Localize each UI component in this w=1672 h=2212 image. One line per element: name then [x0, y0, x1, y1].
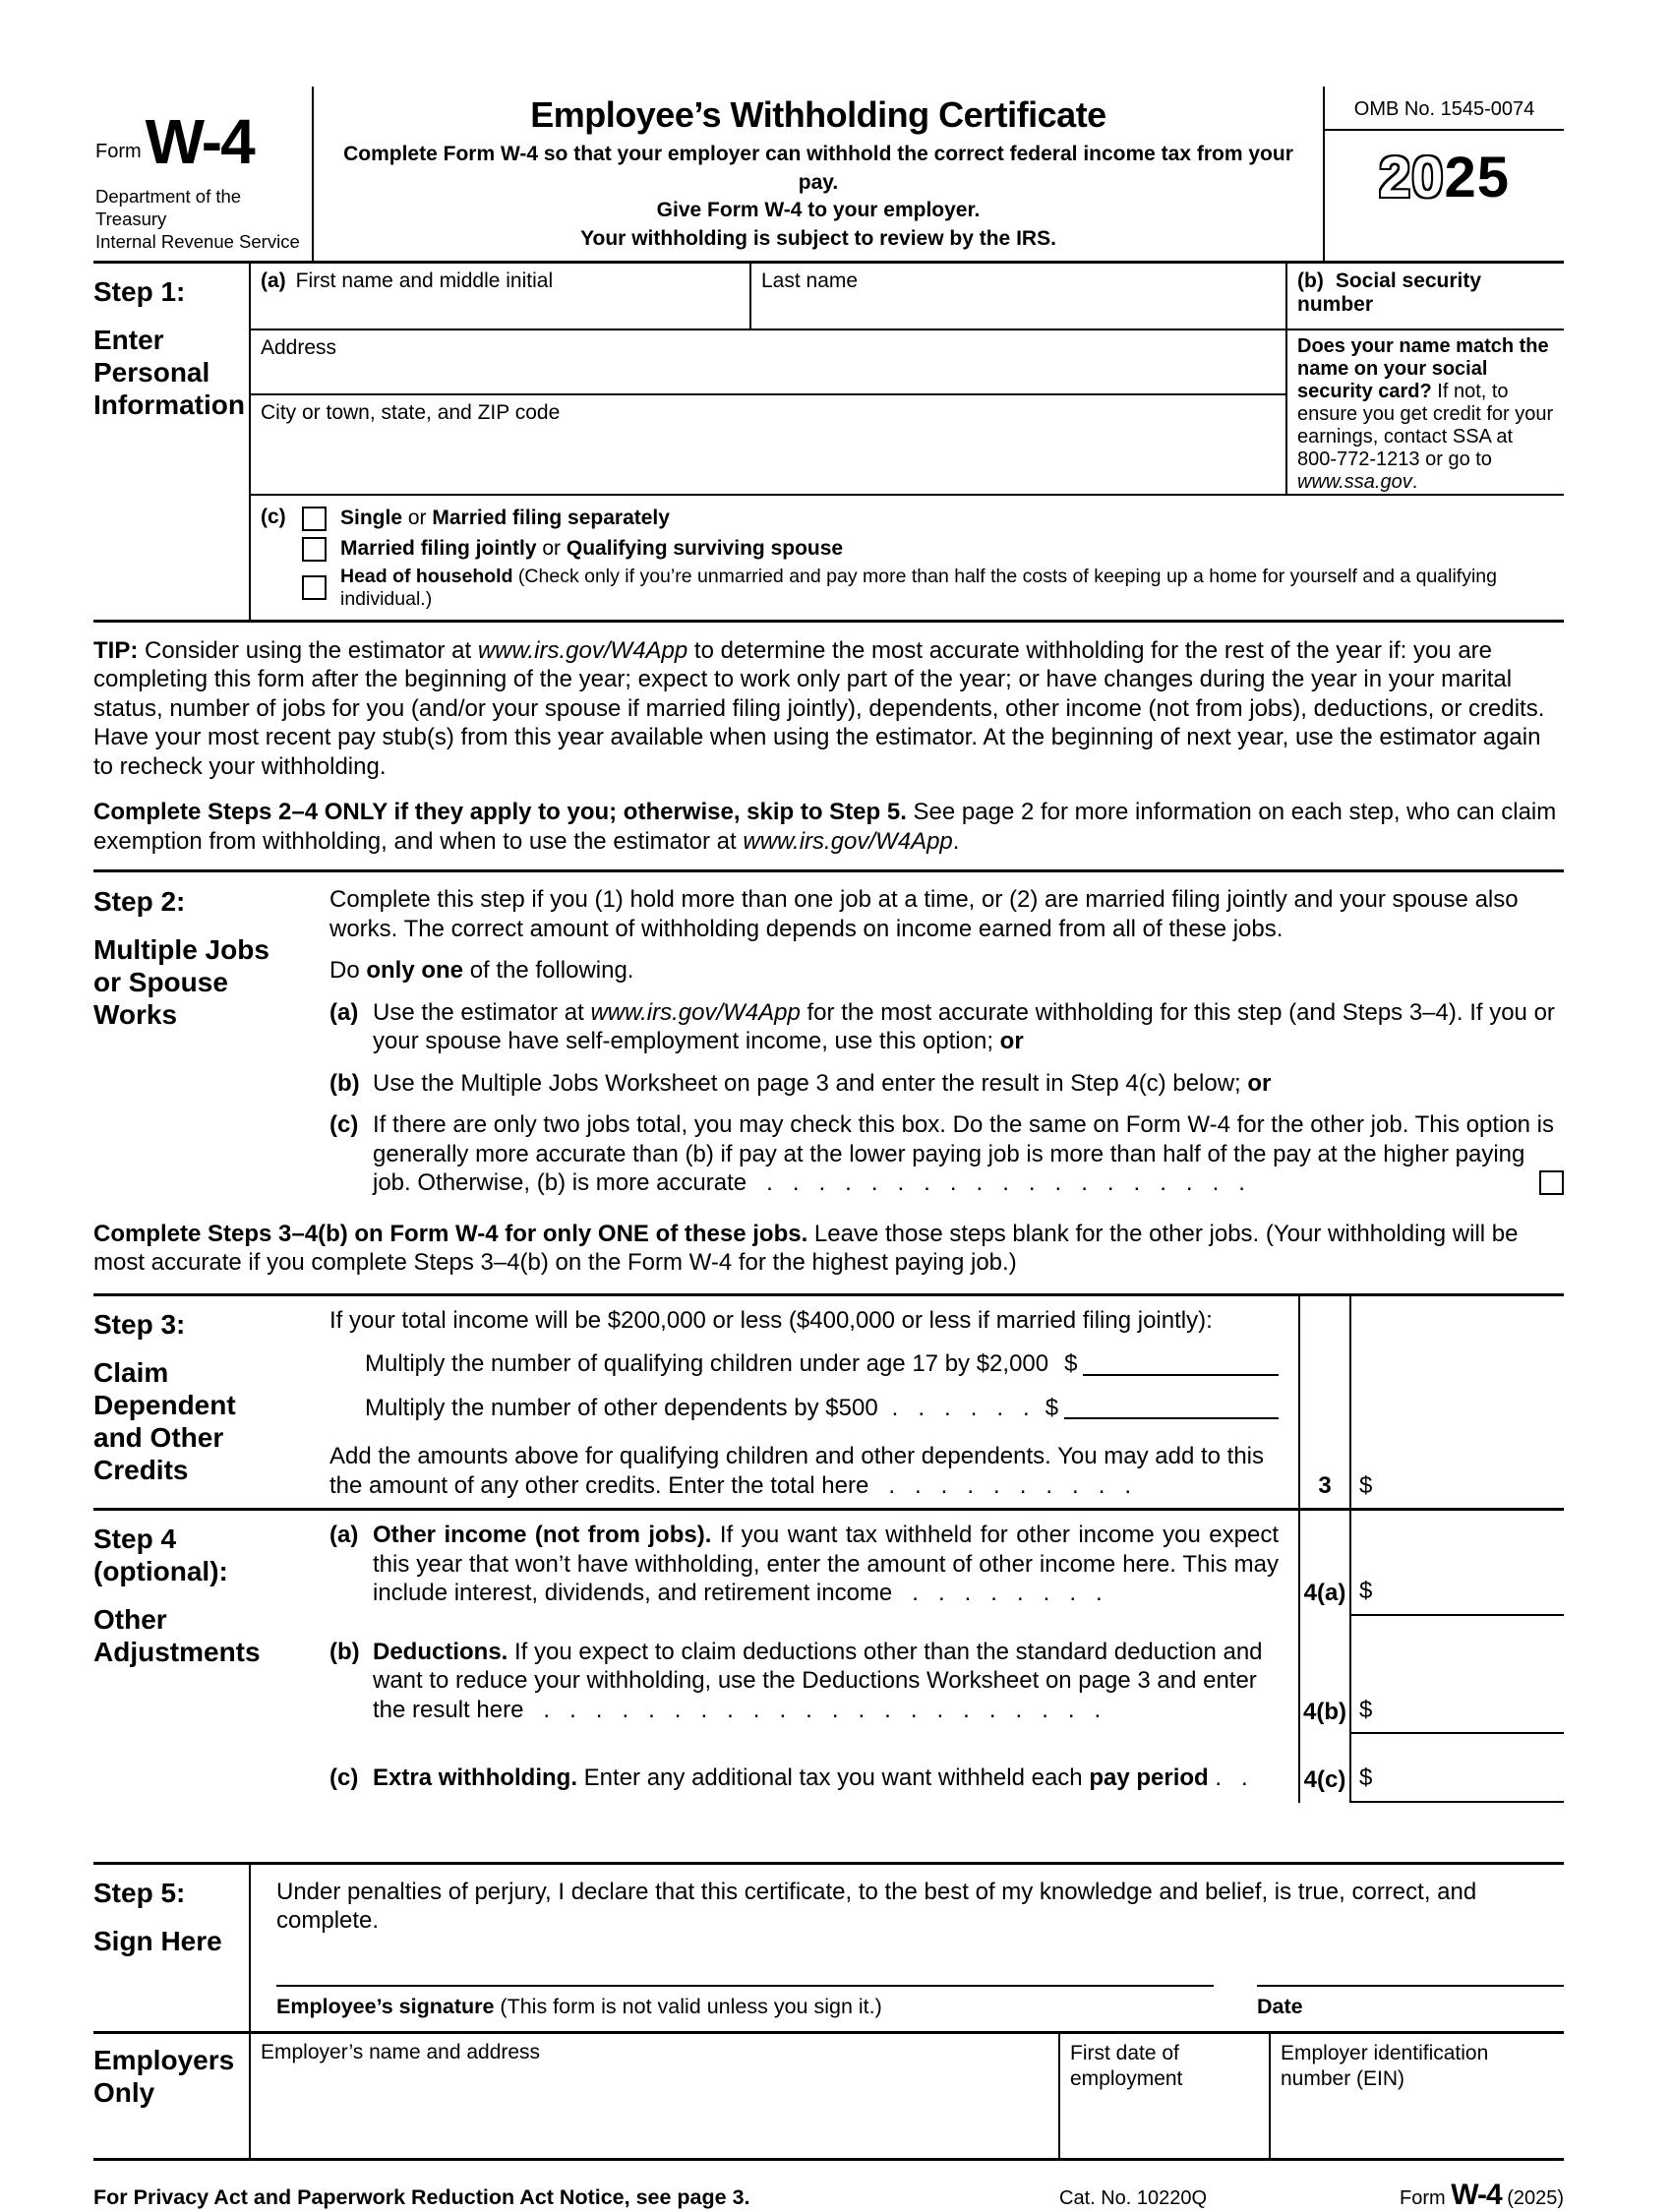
estimator-url: www.irs.gov/W4App: [590, 998, 801, 1026]
dollar-sign: $: [1045, 1394, 1059, 1421]
step4-title: Other Adjustments: [93, 1604, 261, 1668]
step2-option-c: (c) If there are only two jobs total, you may check this box. Do the same on Form W-4 for the other job. This option is generally more accurate than (b) if pay at the lower paying job is more than half of the pay at the higher paying job. Otherwise, (b) is more accurate . . . . . . . . . . . . . . . . . . .: [329, 1110, 1564, 1198]
first-name-field[interactable]: [251, 264, 749, 329]
filing-status-row: [251, 494, 1564, 620]
step2-number: Step 2:: [93, 886, 186, 918]
step4b-row: (b) Deductions. If you expect to claim deductions other than the standard deduction and want to reduce your withholding, use the Deductions Worksheet on page 3 and enter the result here . . . . . . . . . . . . . . . . . . . . . . 4(b) $: [329, 1616, 1564, 1735]
tip-label: TIP:: [93, 636, 139, 664]
dot-leader: . . . . . . . .: [892, 1580, 1103, 1607]
form-header: [93, 87, 1564, 264]
step3-number: Step 3:: [93, 1308, 186, 1340]
step1-section: [93, 264, 1564, 623]
dollar-sign: $: [1359, 1578, 1373, 1605]
step2-do-only-one: Do only one of the following.: [329, 957, 634, 985]
footer-form-year: (2025): [1507, 2187, 1564, 2210]
form-word: Form: [95, 140, 142, 162]
step2-option-b: (b) Use the Multiple Jobs Worksheet on page 3 and enter the result in Step 4(c) below; or: [329, 1069, 1272, 1097]
step2-label: [93, 872, 329, 1204]
step3-label: [93, 1296, 329, 1509]
dollar-sign: $: [1359, 1472, 1373, 1500]
city-state-zip-label: City or town, state, and ZIP code: [261, 400, 561, 424]
step4c-amount-field[interactable]: [1351, 1734, 1564, 1803]
steps-2-4-note: Complete Steps 2–4 ONLY if they apply to you; otherwise, skip to Step 5. See page 2 for more information on each step, who can claim exemption from withholding, and when to use the estimator at www.irs.gov/W4App.: [93, 799, 1557, 855]
first-name-label: First name and middle initial: [295, 269, 554, 292]
filing-option-married-jointly: [302, 535, 1564, 564]
step3-amount-field[interactable]: [1351, 1296, 1564, 1509]
head-of-household-checkbox[interactable]: [302, 575, 327, 600]
employers-only-label: [93, 2034, 249, 2158]
ssa-note-text: If not, to ensure you get credit for your earnings, contact SSA at 800-772-1213 or go to: [1297, 380, 1554, 470]
page-title: Employee’s Withholding Certificate: [530, 94, 1106, 135]
step4b-text: Deductions. If you expect to claim deductions other than the standard deduction and want to reduce your withholding, use the Deductions Worksheet on page 3 and enter the result here . . . . . . . . . . . . . . . . . . . . . .: [373, 1638, 1263, 1723]
department-line2: Internal Revenue Service: [95, 230, 300, 252]
footer-form-number: W-4: [1451, 2179, 1502, 2212]
form-year-outline: 20: [1378, 146, 1445, 209]
ssa-note-bold: Does your name match the name on your social security card?: [1297, 334, 1549, 402]
ssa-note-end: .: [1411, 470, 1418, 493]
form-title-block: [312, 87, 1325, 261]
step4-number: Step 4: [93, 1524, 177, 1555]
step1-number: Step 1:: [93, 275, 186, 307]
step5-title: Sign Here: [93, 1925, 222, 1956]
step3-title: Claim Dependent and Other Credits: [93, 1356, 236, 1485]
steps-3-4b-note: Complete Steps 3–4(b) on Form W-4 for only ONE of these jobs. Leave those steps blank for the other jobs. (Your withholding will be most accurate if you complete Steps 3–4(b) on the Form W-4 for the highest paying job.): [93, 1220, 1519, 1277]
filing-status-tag: (c): [261, 505, 286, 528]
first-date-employment-field[interactable]: [1058, 2034, 1269, 2158]
ein-field[interactable]: [1269, 2034, 1564, 2158]
department-block: [95, 185, 306, 253]
dollar-sign: $: [1064, 1350, 1078, 1378]
omb-year-block: [1325, 87, 1564, 261]
filing-option-single: [302, 505, 1564, 533]
step2-section: [93, 869, 1564, 1204]
step2-title: Multiple Jobs or Spouse Works: [93, 934, 269, 1031]
dollar-sign: $: [1359, 1696, 1373, 1723]
filing-option-head-of-household: [302, 566, 1564, 611]
employers-only-section: [93, 2031, 1564, 2161]
privacy-act-notice: For Privacy Act and Paperwork Reduction Act Notice, see page 3.: [93, 2185, 750, 2210]
step3-children-line: Multiply the number of qualifying children under age 17 by $2,000 $: [329, 1349, 1279, 1379]
step4a-line-number: 4(a): [1298, 1511, 1351, 1616]
subtitle-line3: Your withholding is subject to review by the IRS.: [580, 226, 1056, 250]
first-date-employment-label: First date of employment: [1070, 2042, 1183, 2091]
ssa-note: [1287, 330, 1564, 494]
step4b-amount-field[interactable]: [1351, 1616, 1564, 1735]
step4c-line-number: 4(c): [1298, 1734, 1351, 1803]
step4c-row: (c) Extra withholding. Enter any additional tax you want withheld each pay period . . 4(c) $: [329, 1734, 1564, 1803]
footer-form-id: [1354, 2179, 1564, 2212]
ein-label: Employer identification number (EIN): [1281, 2042, 1489, 2091]
employer-name-address-label: Employer’s name and address: [261, 2041, 541, 2064]
address-label: Address: [261, 335, 337, 359]
signature-caption: Employee’s signature (This form is not valid unless you sign it.): [276, 1994, 882, 2018]
two-jobs-checkbox[interactable]: [1539, 1170, 1564, 1195]
dot-leader: . . . . . .: [891, 1394, 1030, 1421]
ssn-label: Social security number: [1297, 269, 1482, 316]
filing-option-single-label: Single or Married filing separately: [340, 507, 670, 530]
last-name-label: Last name: [761, 269, 859, 292]
step4a-row: (a) Other income (not from jobs). If you want tax withheld for other income you expect this year that won’t have withholding, enter the amount of other income here. This may include interest, dividends, and retirement income . . . . . . . . 4(a) $: [329, 1511, 1564, 1616]
step2-option-a: (a) Use the estimator at www.irs.gov/W4App for the most accurate withholding for this step (and Steps 3–4). If you or your spouse have self-employment income, use this option; or: [329, 998, 1555, 1055]
step4-section: [93, 1511, 1564, 1803]
step5-label: [93, 1865, 249, 2032]
step5-number: Step 5:: [93, 1877, 186, 1908]
step4-optional: (optional):: [93, 1556, 228, 1587]
children-amount-entry-line[interactable]: [1083, 1366, 1279, 1376]
department-line1: Department of the Treasury: [95, 185, 242, 229]
form-number: W-4: [145, 106, 254, 177]
single-checkbox[interactable]: [302, 507, 327, 531]
subtitle-line2: Give Form W-4 to your employer.: [656, 199, 981, 221]
step4b-line-number: 4(b): [1298, 1616, 1351, 1735]
dollar-sign: $: [1359, 1764, 1373, 1792]
address-field[interactable]: [251, 330, 1285, 395]
step4a-text: Other income (not from jobs). If you want tax withheld for other income you expect this year that won’t have withholding, enter the amount of other income here. This may include interest, dividends, and retirement income . . . . . . . .: [373, 1522, 1279, 1607]
last-name-field[interactable]: [749, 264, 1285, 329]
omb-number: OMB No. 1545-0074: [1325, 87, 1564, 131]
form-year: [1325, 145, 1564, 210]
filing-option-married-jointly-label: Married filing jointly or Qualifying surviving spouse: [340, 537, 844, 561]
dot-leader: . .: [1208, 1764, 1248, 1792]
date-label: Date: [1257, 1994, 1303, 2018]
form-year-bold: 25: [1444, 146, 1511, 209]
dot-leader: . . . . . . . . . . . . . . . . . . .: [746, 1169, 1245, 1197]
first-name-tag: (a): [261, 269, 286, 292]
ssa-url: www.ssa.gov: [1297, 470, 1412, 493]
step3-intro: If your total income will be $200,000 or less ($400,000 or less if married filing jointly):: [329, 1306, 1213, 1334]
tip-paragraph: TIP: Consider using the estimator at www.irs.gov/W4App to determine the most accurate withholding for the rest of the year if: you are completing this form after the beginning of the year; expect to work only part of the year; or have changes during the year in your marital status, number of jobs for you (and/or your spouse if married filing jointly), dependents, other income (not from jobs), deductions, or credits. Have your most recent pay stub(s) from this year available when using the estimator. At the beginning of next year, use the estimator again to recheck your withholding.: [93, 636, 1545, 780]
employer-name-address-field[interactable]: [251, 2034, 1058, 2158]
dot-leader: . . . . . . . . . . . . . . . . . . . . . .: [523, 1696, 1102, 1723]
step4-label: [93, 1511, 329, 1803]
step3-total-line: Add the amounts above for qualifying children and other dependents. You may add to this the amount of any other credits. Enter the total here . . . . . . . . . .: [329, 1443, 1264, 1499]
catalog-number: Cat. No. 10220Q: [1059, 2187, 1208, 2210]
city-state-zip-field[interactable]: [251, 395, 1285, 466]
step5-section: [93, 1862, 1564, 2032]
dot-leader: . . . . . . . . . .: [868, 1471, 1132, 1499]
form-id-block: [93, 87, 312, 261]
dependents-amount-entry-line[interactable]: [1064, 1409, 1279, 1419]
step3-section: [93, 1293, 1564, 1512]
step3-dependents-line: Multiply the number of other dependents by $500 . . . . . . $: [329, 1394, 1279, 1423]
step4c-text: Extra withholding. Enter any additional tax you want withheld each pay period . .: [373, 1764, 1248, 1792]
ssn-tag: (b): [1297, 269, 1324, 292]
ssn-field[interactable]: [1287, 264, 1564, 330]
subtitle-line1: Complete Form W-4 so that your employer can withhold the correct federal income tax from your pay.: [343, 143, 1293, 194]
step1-label: [93, 264, 249, 620]
step3-line-number: 3: [1298, 1296, 1351, 1509]
married-jointly-checkbox[interactable]: [302, 537, 327, 562]
step1-title: Enter Personal Information: [93, 324, 245, 420]
estimator-url: www.irs.gov/W4App: [477, 636, 688, 664]
perjury-declaration: Under penalties of perjury, I declare that this certificate, to the best of my knowledge and belief, is true, correct, and complete.: [276, 1878, 1477, 1935]
estimator-url: www.irs.gov/W4App: [743, 827, 953, 855]
employers-word: Employers: [93, 2045, 235, 2076]
step2-intro: Complete this step if you (1) hold more than one job at a time, or (2) are married filing jointly and your spouse also works. The correct amount of withholding depends on income earned from all of these jobs.: [329, 886, 1519, 942]
only-word: Only: [93, 2077, 155, 2109]
footer-form-word: Form: [1400, 2187, 1446, 2210]
step4a-amount-field[interactable]: [1351, 1511, 1564, 1616]
filing-option-head-of-household-label: Head of household (Check only if you’re unmarried and pay more than half the costs of keeping up a home for yourself and a qualifying individual.): [340, 565, 1497, 610]
page-footer: [93, 2161, 1564, 2212]
